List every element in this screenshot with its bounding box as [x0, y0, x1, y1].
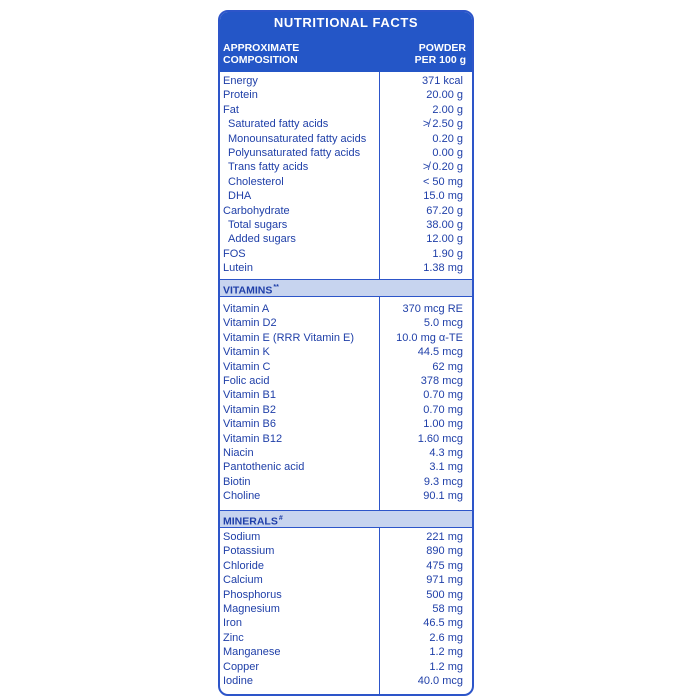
nutrient-value: 1.90 g	[432, 247, 463, 260]
nutrient-value: 500 mg	[426, 588, 463, 601]
nutrient-name: Choline	[223, 490, 261, 503]
nutrient-name: Vitamin A	[223, 303, 270, 315]
nutrient-value: 890 mg	[426, 545, 463, 558]
nutrient-name: Monounsaturated fatty acids	[228, 132, 367, 145]
nutrient-value: 0.70 mg	[423, 389, 463, 402]
vitamins-list	[220, 302, 472, 503]
nutrient-name: Carbohydrate	[223, 204, 290, 217]
general-nutrient-row	[220, 103, 472, 117]
mineral-row	[220, 616, 472, 630]
nutrient-name: Calcium	[223, 574, 263, 587]
nutrient-name: Pantothenic acid	[223, 461, 305, 474]
column-header	[220, 38, 472, 72]
nutrient-value: 2.00 g	[432, 103, 463, 116]
nutrient-value: 5.0 mcg	[423, 317, 463, 330]
general-nutrient-row	[220, 74, 472, 88]
nutrient-value: 0.70 mg	[423, 403, 463, 416]
general-nutrient-row	[220, 204, 472, 218]
nutrient-name: Fat	[223, 103, 239, 116]
nutrient-name: Magnesium	[223, 602, 280, 615]
minerals-footnote-marker: #	[278, 515, 283, 522]
nutrient-name: Vitamin B1	[223, 389, 276, 402]
nutrient-value: 1.38 mg	[423, 262, 463, 275]
nutrient-value: 1.2 mg	[429, 660, 463, 673]
nutrient-value: 475 mg	[426, 559, 463, 572]
vitamin-row	[220, 403, 472, 417]
general-nutrient-row	[220, 189, 472, 203]
nutrient-name: Energy	[223, 75, 258, 87]
powder-header	[415, 42, 466, 66]
nutrient-value: 971 mg	[426, 574, 463, 587]
nutrient-name: Lutein	[223, 262, 253, 275]
vitamin-row	[220, 360, 472, 374]
nutrient-name: Biotin	[223, 475, 251, 488]
nutrient-name: Total sugars	[228, 218, 288, 231]
nutrient-value: 10.0 mg α-TE	[396, 331, 463, 344]
vitamins-footnote-marker: **	[273, 284, 279, 291]
nutrient-name: Iron	[223, 617, 242, 630]
mineral-row	[220, 530, 472, 544]
nutrient-value: ≯ 2.50 g	[422, 118, 463, 131]
minerals-list	[220, 530, 472, 688]
nutrient-value: ≯ 0.20 g	[422, 161, 463, 174]
nutrient-value: 0.20 g	[432, 132, 463, 145]
nutrient-name: Chloride	[223, 559, 264, 572]
nutrient-name: Polyunsaturated fatty acids	[228, 146, 361, 159]
nutrient-value: 2.6 mg	[429, 631, 463, 644]
vitamin-row	[220, 302, 472, 316]
nutrient-value: 15.0 mg	[423, 190, 463, 203]
nutrient-name: Sodium	[223, 531, 261, 543]
nutrient-name: DHA	[228, 190, 252, 203]
general-nutrient-row	[220, 261, 472, 275]
vitamin-row	[220, 446, 472, 460]
nutrient-value: 90.1 mg	[423, 490, 463, 503]
nutrient-name: Cholesterol	[228, 175, 284, 188]
panel-title: NUTRITIONAL FACTS	[220, 12, 472, 38]
minerals-label: MINERALS	[223, 515, 278, 528]
nutrient-name: Niacin	[223, 446, 254, 459]
nutrient-name: Iodine	[223, 674, 253, 687]
nutrient-value: 221 mg	[426, 531, 463, 543]
nutrient-name: Saturated fatty acids	[228, 118, 329, 131]
nutrient-value: 62 mg	[432, 360, 463, 373]
nutrient-name: Manganese	[223, 646, 281, 659]
composition-header	[223, 42, 299, 66]
nutrient-name: Added sugars	[228, 233, 296, 246]
nutrient-name: Folic acid	[223, 374, 270, 387]
nutrient-value: 38.00 g	[426, 218, 463, 231]
nutrient-value: 20.00 g	[426, 89, 463, 102]
mineral-row	[220, 602, 472, 616]
nutrient-value: 371 kcal	[422, 75, 463, 87]
nutrient-name: Vitamin B6	[223, 418, 276, 431]
composition-header-line1: APPROXIMATE	[223, 42, 300, 54]
general-nutrient-row	[220, 132, 472, 146]
mineral-row	[220, 660, 472, 674]
nutrient-name: Vitamin B2	[223, 403, 276, 416]
powder-header-line2: PER 100 g	[414, 54, 466, 66]
nutrient-value: 58 mg	[432, 602, 463, 615]
nutrient-value: 378 mcg	[420, 374, 463, 387]
minerals-section-title	[223, 512, 283, 529]
vitamin-row	[220, 489, 472, 503]
nutrient-value: 67.20 g	[426, 204, 463, 217]
vitamin-row	[220, 475, 472, 489]
nutrition-facts-panel	[218, 10, 474, 696]
nutrient-name: Vitamin D2	[223, 317, 277, 330]
general-nutrient-row	[220, 117, 472, 131]
nutrient-name: Zinc	[223, 631, 244, 644]
nutrient-value: 0.00 g	[432, 146, 463, 159]
nutrient-value: 46.5 mg	[423, 617, 463, 630]
general-nutrient-row	[220, 232, 472, 246]
general-nutrient-row	[220, 160, 472, 174]
nutrient-value: 4.3 mg	[429, 446, 463, 459]
mineral-row	[220, 544, 472, 558]
nutrient-value: 44.5 mcg	[417, 346, 463, 359]
nutrient-value: 1.00 mg	[423, 418, 463, 431]
vitamin-row	[220, 374, 472, 388]
nutrient-name: Phosphorus	[223, 588, 282, 601]
nutrient-name: Potassium	[223, 545, 275, 558]
nutrient-name: Vitamin K	[223, 346, 270, 359]
general-nutrients-list	[220, 74, 472, 275]
general-nutrient-row	[220, 247, 472, 261]
composition-header-line2: COMPOSITION	[223, 54, 298, 66]
nutrient-name: Trans fatty acids	[228, 161, 309, 174]
vitamin-row	[220, 388, 472, 402]
mineral-row	[220, 645, 472, 659]
nutrient-name: Vitamin B12	[223, 432, 283, 445]
vitamins-section-header	[220, 279, 472, 297]
vitamin-row	[220, 432, 472, 446]
vitamin-row	[220, 417, 472, 431]
nutrient-value: 40.0 mcg	[417, 674, 463, 687]
nutrient-value: 1.60 mcg	[417, 432, 463, 445]
nutrient-value: 3.1 mg	[429, 461, 463, 474]
mineral-row	[220, 559, 472, 573]
nutrient-name: Copper	[223, 660, 260, 673]
nutrient-name: Protein	[223, 89, 258, 102]
nutrient-value: 370 mcg RE	[402, 303, 463, 315]
nutrient-value: < 50 mg	[422, 175, 463, 188]
mineral-row	[220, 573, 472, 587]
nutrient-name: Vitamin C	[223, 360, 271, 373]
vitamin-row	[220, 316, 472, 330]
nutrient-name: Vitamin E (RRR Vitamin E)	[223, 331, 355, 344]
general-nutrient-row	[220, 88, 472, 102]
nutrient-name: FOS	[223, 247, 246, 260]
nutrient-value: 12.00 g	[426, 233, 463, 246]
vitamin-row	[220, 460, 472, 474]
vitamin-row	[220, 331, 472, 345]
mineral-row	[220, 674, 472, 688]
powder-header-line1: POWDER	[418, 42, 466, 54]
mineral-row	[220, 631, 472, 645]
minerals-section-header	[220, 510, 472, 528]
mineral-row	[220, 588, 472, 602]
general-nutrient-row	[220, 218, 472, 232]
general-nutrient-row	[220, 175, 472, 189]
vitamins-label: VITAMINS	[223, 284, 273, 297]
vitamin-row	[220, 345, 472, 359]
nutrient-value: 9.3 mcg	[423, 475, 463, 488]
general-nutrient-row	[220, 146, 472, 160]
vitamins-section-title	[223, 281, 279, 298]
nutrient-value: 1.2 mg	[429, 646, 463, 659]
